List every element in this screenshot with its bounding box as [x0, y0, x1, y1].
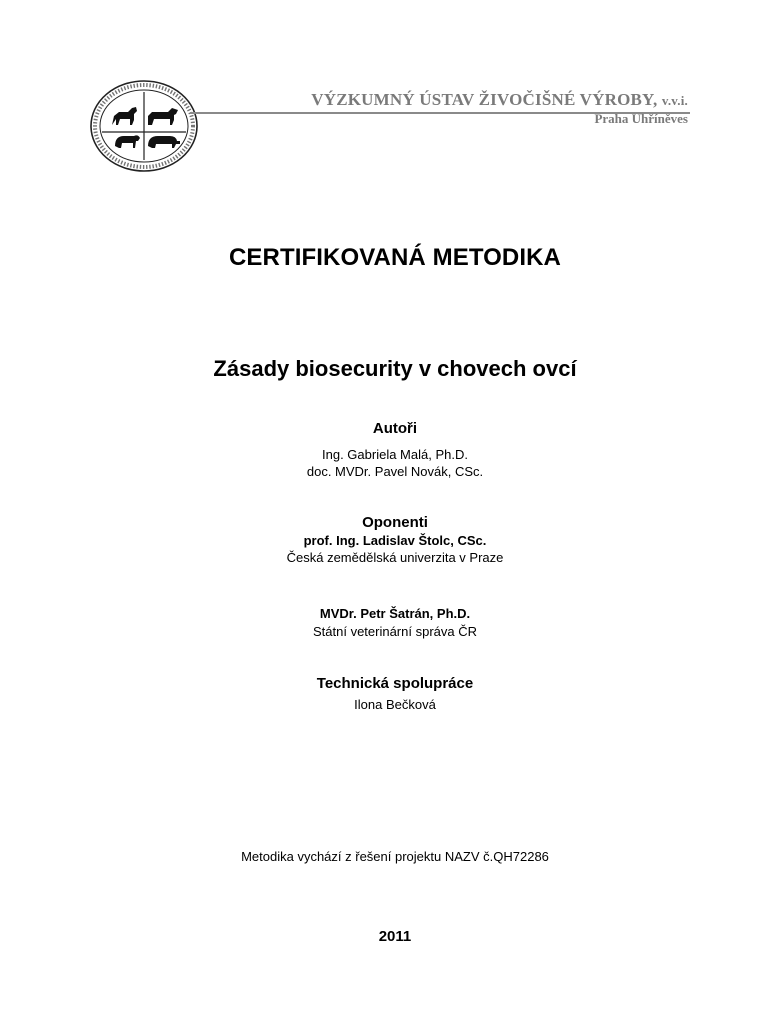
opponent-name: MVDr. Petr Šatrán, Ph.D. [319, 606, 471, 621]
institute-place: Praha Uhříněves [594, 111, 688, 126]
document-title: CERTIFIKOVANÁ METODIKA [229, 244, 561, 271]
technical-heading: Technická spolupráce [316, 675, 474, 692]
project-note: Metodika vychází z řešení projektu NAZV č.QH72286 [241, 849, 549, 864]
institute-suffix: v.v.i. [661, 93, 688, 108]
author-name: Ing. Gabriela Malá, Ph.D. [322, 447, 468, 462]
opponent-affiliation: Česká zemědělská univerzita v Praze [286, 550, 504, 565]
author-name: doc. MVDr. Pavel Novák, CSc. [306, 464, 484, 479]
opponent-affiliation: Státní veterinární správa ČR [312, 624, 478, 639]
opponent-name: prof. Ing. Ladislav Štolc, CSc. [303, 533, 487, 548]
institute-name [311, 90, 688, 110]
institute-seal-icon [88, 78, 200, 174]
authors-heading: Autoři [372, 420, 418, 437]
publication-year: 2011 [378, 928, 412, 945]
document-subtitle: Zásady biosecurity v chovech ovcí [213, 356, 577, 381]
institute-name-text: VÝZKUMNÝ ÚSTAV ŽIVOČIŠNÉ VÝROBY, [311, 90, 658, 109]
opponents-heading: Oponenti [362, 514, 428, 531]
technical-name: Ilona Bečková [354, 697, 436, 712]
